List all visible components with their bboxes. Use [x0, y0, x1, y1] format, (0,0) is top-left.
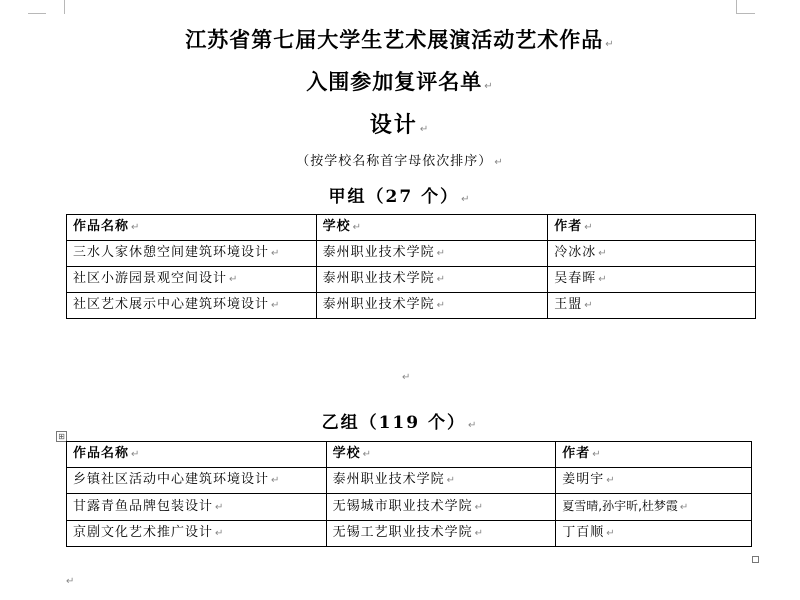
cell-author	[548, 293, 756, 319]
title-line-2	[0, 66, 800, 96]
table-row	[67, 241, 756, 267]
cell-mark-icon: ↵	[271, 475, 281, 486]
cell-name	[67, 267, 317, 293]
cell-name	[67, 521, 327, 547]
cell-name-text: 甘露青鱼品牌包装设计	[73, 498, 214, 514]
cell-author	[548, 241, 756, 267]
group-2-title-text: 乙组（119 个）	[321, 413, 466, 433]
header-cell	[326, 442, 556, 468]
cell-name-text: 社区小游园景观空间设计	[73, 271, 228, 286]
paragraph-mark-icon: ↵	[468, 420, 479, 431]
cell-school-text: 泰州职业技术学院	[322, 297, 435, 312]
cell-mark-icon: ↵	[352, 222, 363, 233]
header-cell	[67, 215, 317, 241]
cell-school	[326, 494, 556, 521]
header-cell	[548, 215, 756, 241]
paragraph-mark-icon: ↵	[605, 39, 615, 50]
table-row	[67, 468, 752, 494]
group-1-title-text: 甲组（27 个）	[328, 187, 460, 207]
cell-name	[67, 293, 317, 319]
crop-mark-top-left-h	[28, 13, 46, 14]
paragraph-mark-icon: ↵	[494, 157, 504, 168]
table-row	[67, 494, 752, 521]
header-author: 作者	[562, 446, 591, 461]
group-2-title	[0, 408, 800, 433]
paragraph-mark-icon: ↵	[419, 124, 431, 135]
header-cell	[67, 442, 327, 468]
paragraph-mark-icon: ↵	[66, 576, 75, 587]
paragraph-mark-icon: ↵	[461, 194, 472, 205]
cell-mark-icon: ↵	[215, 501, 225, 513]
cell-author-text: 冷冰冰	[554, 245, 597, 260]
subtitle	[0, 150, 800, 169]
cell-mark-icon: ↵	[592, 449, 602, 460]
cell-mark-icon: ↵	[606, 475, 616, 486]
cell-mark-icon: ↵	[584, 222, 594, 233]
header-author: 作者	[554, 219, 583, 234]
header-cell	[316, 215, 548, 241]
cell-author	[556, 521, 752, 547]
cell-school-text: 泰州职业技术学院	[332, 472, 445, 487]
cell-name	[67, 468, 327, 494]
cell-author-text: 王盟	[554, 297, 583, 312]
cell-author-text: 夏雪晴,孙宇昕,杜梦霞	[562, 499, 678, 513]
cell-mark-icon: ↵	[584, 300, 594, 311]
cell-school	[326, 468, 556, 494]
cell-school	[316, 267, 548, 293]
cell-name	[67, 241, 317, 267]
cell-author	[556, 494, 752, 521]
cell-school	[316, 241, 548, 267]
cell-mark-icon: ↵	[271, 300, 281, 311]
cell-mark-icon: ↵	[598, 274, 608, 285]
group-2-table	[66, 441, 752, 547]
table-move-handle-icon[interactable]: ⊞	[56, 431, 67, 442]
cell-mark-icon: ↵	[131, 449, 141, 460]
table-row	[67, 293, 756, 319]
title-line-3-text: 设计	[369, 112, 418, 138]
cell-author	[548, 267, 756, 293]
cell-name-text: 京剧文化艺术推广设计	[73, 525, 214, 540]
cell-mark-icon: ↵	[446, 475, 457, 486]
group-1-table	[66, 214, 756, 319]
cell-school-text: 泰州职业技术学院	[322, 271, 435, 286]
paragraph-mark-icon: ↵	[402, 372, 411, 383]
cell-mark-icon: ↵	[436, 300, 447, 311]
cell-name-text: 三水人家休憩空间建筑环境设计	[73, 245, 270, 260]
group-1-title	[0, 182, 800, 207]
cell-name-text: 社区艺术展示中心建筑环境设计	[73, 297, 270, 312]
table-row	[67, 267, 756, 293]
cell-mark-icon: ↵	[362, 449, 373, 460]
cell-school-text: 泰州职业技术学院	[322, 245, 435, 260]
cell-author-text: 姜明宇	[562, 472, 605, 487]
crop-mark-top-right	[736, 0, 755, 14]
cell-name-text: 乡镇社区活动中心建筑环境设计	[73, 472, 270, 487]
title-line-1-text: 江苏省第七届大学生艺术展演活动艺术作品	[185, 27, 604, 52]
cell-school-text: 无锡城市职业技术学院	[332, 498, 473, 514]
cell-school-text: 无锡工艺职业技术学院	[332, 525, 473, 540]
header-name: 作品名称	[73, 219, 130, 234]
cell-school	[316, 293, 548, 319]
header-school: 学校	[332, 446, 361, 461]
cell-mark-icon: ↵	[436, 274, 447, 285]
cell-name	[67, 494, 327, 521]
cell-author	[556, 468, 752, 494]
title-line-3	[0, 108, 800, 139]
cell-mark-icon: ↵	[271, 248, 281, 259]
cell-mark-icon: ↵	[215, 528, 225, 539]
paragraph-mark-icon: ↵	[484, 81, 494, 92]
cell-school	[326, 521, 556, 547]
crop-mark-top-left	[46, 0, 65, 14]
cell-mark-icon: ↵	[598, 248, 608, 259]
cell-mark-icon: ↵	[606, 528, 616, 539]
header-cell	[556, 442, 752, 468]
cell-mark-icon: ↵	[474, 528, 485, 539]
title-line-2-text: 入围参加复评名单	[306, 69, 483, 94]
header-school: 学校	[322, 219, 351, 234]
cell-mark-icon: ↵	[131, 222, 141, 233]
cell-mark-icon: ↵	[229, 274, 239, 285]
cell-mark-icon: ↵	[474, 501, 485, 513]
header-name: 作品名称	[73, 446, 130, 461]
cell-author-text: 吴春晖	[554, 271, 597, 286]
table-header-row	[67, 442, 752, 468]
crop-mark-top-right-h	[737, 13, 755, 14]
cell-mark-icon: ↵	[436, 248, 447, 259]
table-header-row	[67, 215, 756, 241]
title-line-1	[0, 24, 800, 54]
subtitle-text: （按学校名称首字母依次排序）	[296, 154, 493, 169]
table-resize-handle[interactable]	[752, 556, 759, 563]
cell-author-text: 丁百顺	[562, 525, 605, 540]
table-row	[67, 521, 752, 547]
cell-mark-icon: ↵	[679, 502, 689, 513]
